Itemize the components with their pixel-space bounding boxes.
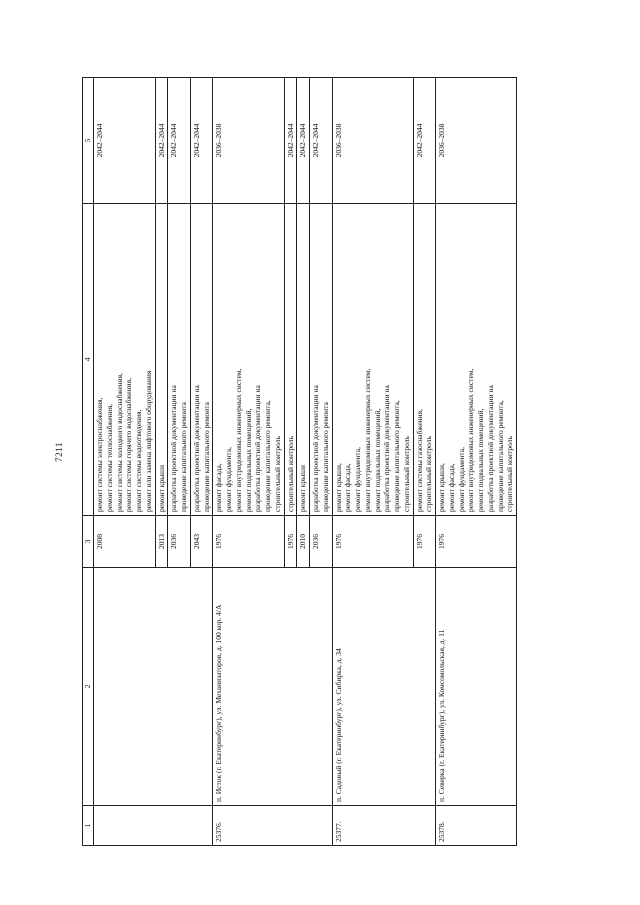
work-type-cell xyxy=(332,204,413,516)
work-type-line: ремонт внутридомовых инженерных систем, xyxy=(362,368,372,512)
year-cell: 1976 xyxy=(436,516,517,568)
work-type-line: ремонт фундамента, xyxy=(224,447,233,512)
work-type-cell xyxy=(155,204,168,516)
period-cell: 2042–2044 xyxy=(190,78,213,204)
year-cell: 1976 xyxy=(413,516,436,568)
year-cell: 2008 xyxy=(94,516,156,568)
work-type-line: ремонт системы холодного водоснабжения, xyxy=(114,372,124,512)
table-row xyxy=(213,78,284,846)
table-row xyxy=(436,78,517,846)
year-cell: 1976 xyxy=(213,516,284,568)
work-type-cell xyxy=(190,204,213,516)
work-type-cell xyxy=(413,204,436,516)
capital-repair-table xyxy=(82,77,517,846)
table-row xyxy=(332,78,413,846)
address-cell: п. Исток (г. Екатеринбург), ул. Механизаторов, д. 100 кор. 4/А xyxy=(213,568,332,806)
work-type-line: строительный контроль xyxy=(401,436,411,512)
work-type-cell xyxy=(213,204,284,516)
period-cell: 2042–2044 xyxy=(94,78,156,204)
work-type-cell xyxy=(284,204,297,516)
work-type-line: проведение капитального ремонта xyxy=(320,402,330,512)
work-type-line: строительный контроль xyxy=(272,436,282,512)
work-type-cell xyxy=(94,204,156,516)
address-cell: п. Садовый (г. Екатеринбург), ул. Сибирка, д. 34 xyxy=(332,568,436,806)
work-type-line: ремонт внутридомовых инженерных систем, xyxy=(233,368,243,512)
work-type-line: ремонт системы теплоснабжения, xyxy=(104,403,114,512)
page-number: 7211 xyxy=(54,442,64,462)
work-type-line: ремонт системы горячего водоснабжения, xyxy=(124,378,134,512)
year-cell: 2010 xyxy=(297,516,310,568)
period-cell: 2042–2044 xyxy=(284,78,297,204)
work-type-line: ремонт крыши xyxy=(298,465,308,512)
column-header-2: 2 xyxy=(83,568,94,806)
work-type-line: проведение капитального ремонта xyxy=(179,402,188,512)
work-type-cell xyxy=(436,204,517,516)
row-number-cell: 25378. xyxy=(436,806,517,846)
work-type-line: ремонт подвальных помещений, xyxy=(476,408,485,512)
work-type-line: ремонт крыши, xyxy=(333,463,343,512)
work-type-line: строительный контроль xyxy=(424,436,434,512)
work-type-cell xyxy=(297,204,310,516)
column-header-3: 3 xyxy=(83,516,94,568)
work-type-line: разработка проектной документации на xyxy=(485,385,495,512)
work-type-line: ремонт системы водоотведения, xyxy=(134,409,143,512)
period-cell: 2042–2044 xyxy=(310,78,333,204)
year-cell: 2036 xyxy=(310,516,333,568)
row-number-cell xyxy=(94,806,213,846)
period-cell: 2036–2038 xyxy=(436,78,517,204)
period-cell: 2042–2044 xyxy=(297,78,310,204)
row-number-cell: 25377. xyxy=(332,806,436,846)
rotated-page-content xyxy=(82,78,590,846)
period-cell: 2042–2044 xyxy=(168,78,191,204)
work-type-line: ремонт фасада, xyxy=(446,463,456,512)
column-header-4: 4 xyxy=(83,204,94,516)
work-type-line: ремонт внутридомовых инженерных систем, xyxy=(466,368,476,512)
work-type-line: проведение капитального ремонта, xyxy=(495,400,505,512)
year-cell: 1976 xyxy=(284,516,297,568)
work-type-line: ремонт или замена лифтового оборудования xyxy=(143,370,153,512)
period-cell: 2036–2038 xyxy=(332,78,413,204)
year-cell: 2036 xyxy=(168,516,191,568)
column-header-5: 5 xyxy=(83,78,94,204)
work-type-line: ремонт крыши xyxy=(156,465,166,512)
work-type-line: ремонт системы электроснабжения, xyxy=(95,397,104,512)
row-number-cell: 25376. xyxy=(213,806,332,846)
work-type-line: разработка проектной документации на xyxy=(191,385,201,512)
period-cell: 2042–2044 xyxy=(155,78,168,204)
address-cell: п. Северка (г. Екатеринбург), ул. Комсомольская, д. 11 xyxy=(436,568,517,806)
work-type-line: ремонт системы газоснабжения, xyxy=(414,408,424,512)
work-type-cell xyxy=(310,204,333,516)
work-type-line: ремонт фасада, xyxy=(214,463,224,512)
work-type-line: строительный контроль xyxy=(285,436,295,512)
work-type-line: разработка проектной документации на xyxy=(253,385,263,512)
work-type-line: разработка проектной документации на xyxy=(382,385,392,512)
work-type-line: ремонт подвальных помещений, xyxy=(243,408,253,512)
table-body xyxy=(94,78,517,846)
work-type-line: разработка проектной документации на xyxy=(169,385,179,512)
work-type-line: ремонт фасада, xyxy=(343,463,353,512)
year-cell: 2013 xyxy=(155,516,168,568)
work-type-line: ремонт подвальных помещений, xyxy=(372,408,382,512)
table-header-row xyxy=(83,78,94,846)
work-type-line: проведение капитального ремонта xyxy=(201,402,211,512)
work-type-cell xyxy=(168,204,191,516)
work-type-line: ремонт фундамента, xyxy=(353,447,362,512)
year-cell: 1976 xyxy=(332,516,413,568)
table-row xyxy=(94,78,156,846)
address-cell xyxy=(94,568,213,806)
work-type-line: строительный контроль xyxy=(505,436,515,512)
column-header-1: 1 xyxy=(83,806,94,846)
work-type-line: проведение капитального ремонта, xyxy=(392,400,401,512)
work-type-line: ремонт крыши, xyxy=(437,463,446,512)
work-type-line: проведение капитального ремонта, xyxy=(263,400,272,512)
work-type-line: ремонт фундамента, xyxy=(456,447,466,512)
year-cell: 2043 xyxy=(190,516,213,568)
period-cell: 2042–2044 xyxy=(413,78,436,204)
period-cell: 2036–2038 xyxy=(213,78,284,204)
work-type-line: разработка проектной документации на xyxy=(311,385,320,512)
